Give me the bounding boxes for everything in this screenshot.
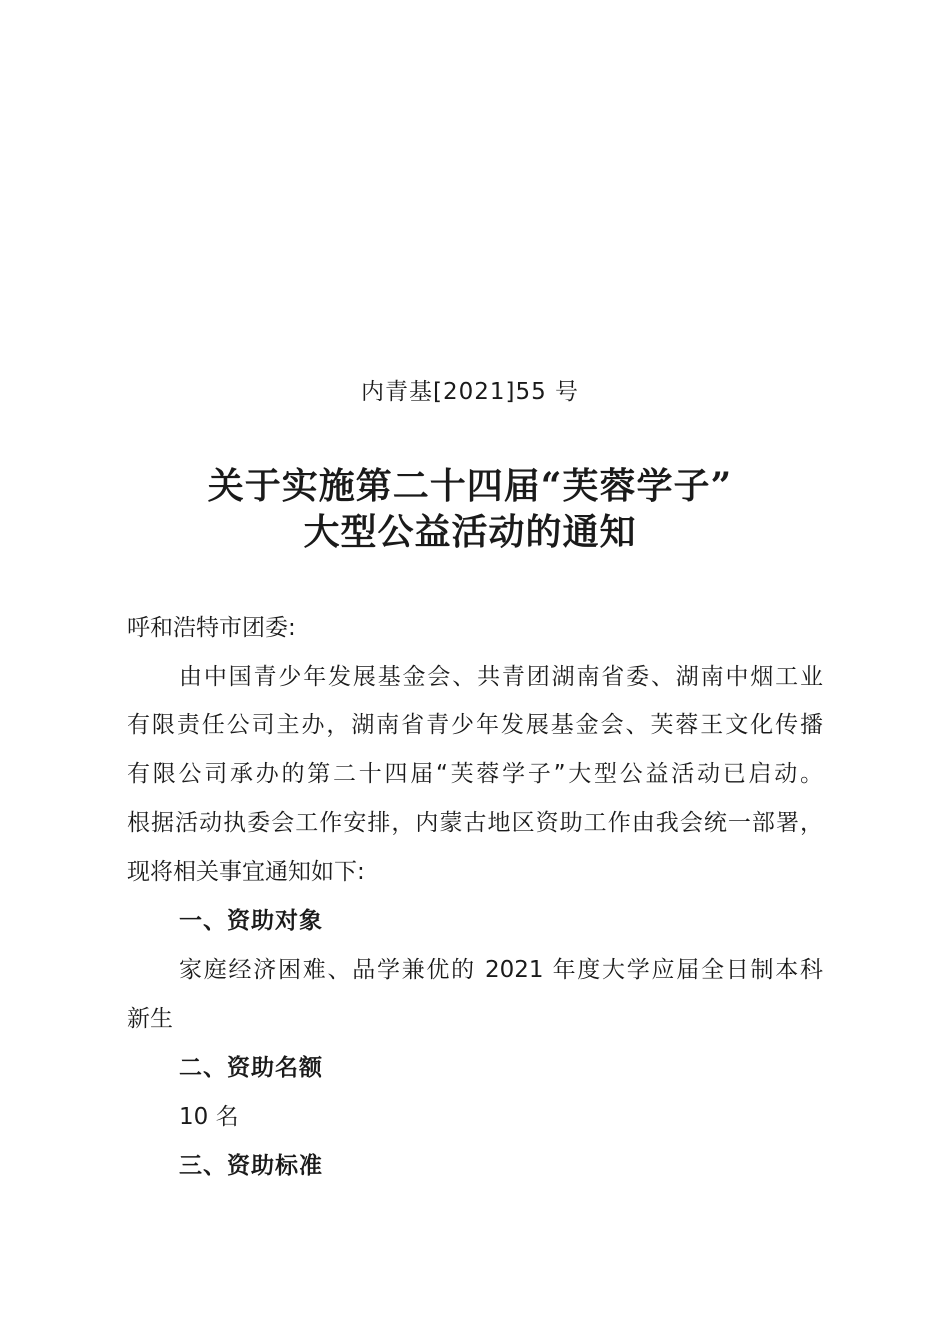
intro-line-5: 现将相关事宜通知如下:	[127, 859, 365, 885]
section-1-line-2: 新生	[127, 1006, 173, 1032]
section-2-heading: 二、资助名额	[179, 1055, 323, 1081]
section-1-line-1: 家庭经济困难、品学兼优的 2021 年度大学应届全日制本科	[179, 957, 823, 983]
intro-line-3: 有限公司承办的第二十四届“芙蓉学子”大型公益活动已启动。	[127, 761, 823, 787]
document-number: 内青基[2021]55 号	[360, 379, 580, 405]
salutation: 呼和浩特市团委:	[127, 615, 296, 641]
intro-line-4: 根据活动执委会工作安排，内蒙古地区资助工作由我会统一部署，	[127, 810, 823, 836]
intro-line-1: 由中国青少年发展基金会、共青团湖南省委、湖南中烟工业	[179, 664, 823, 690]
title-line-2: 大型公益活动的通知	[303, 511, 637, 553]
section-2-text: 10 名	[179, 1104, 239, 1130]
title-line-1: 关于实施第二十四届“芙蓉学子”	[207, 465, 733, 507]
section-3-heading: 三、资助标准	[179, 1153, 323, 1179]
section-1-heading: 一、资助对象	[179, 908, 323, 934]
intro-line-2: 有限责任公司主办，湖南省青少年发展基金会、芙蓉王文化传播	[127, 712, 823, 738]
